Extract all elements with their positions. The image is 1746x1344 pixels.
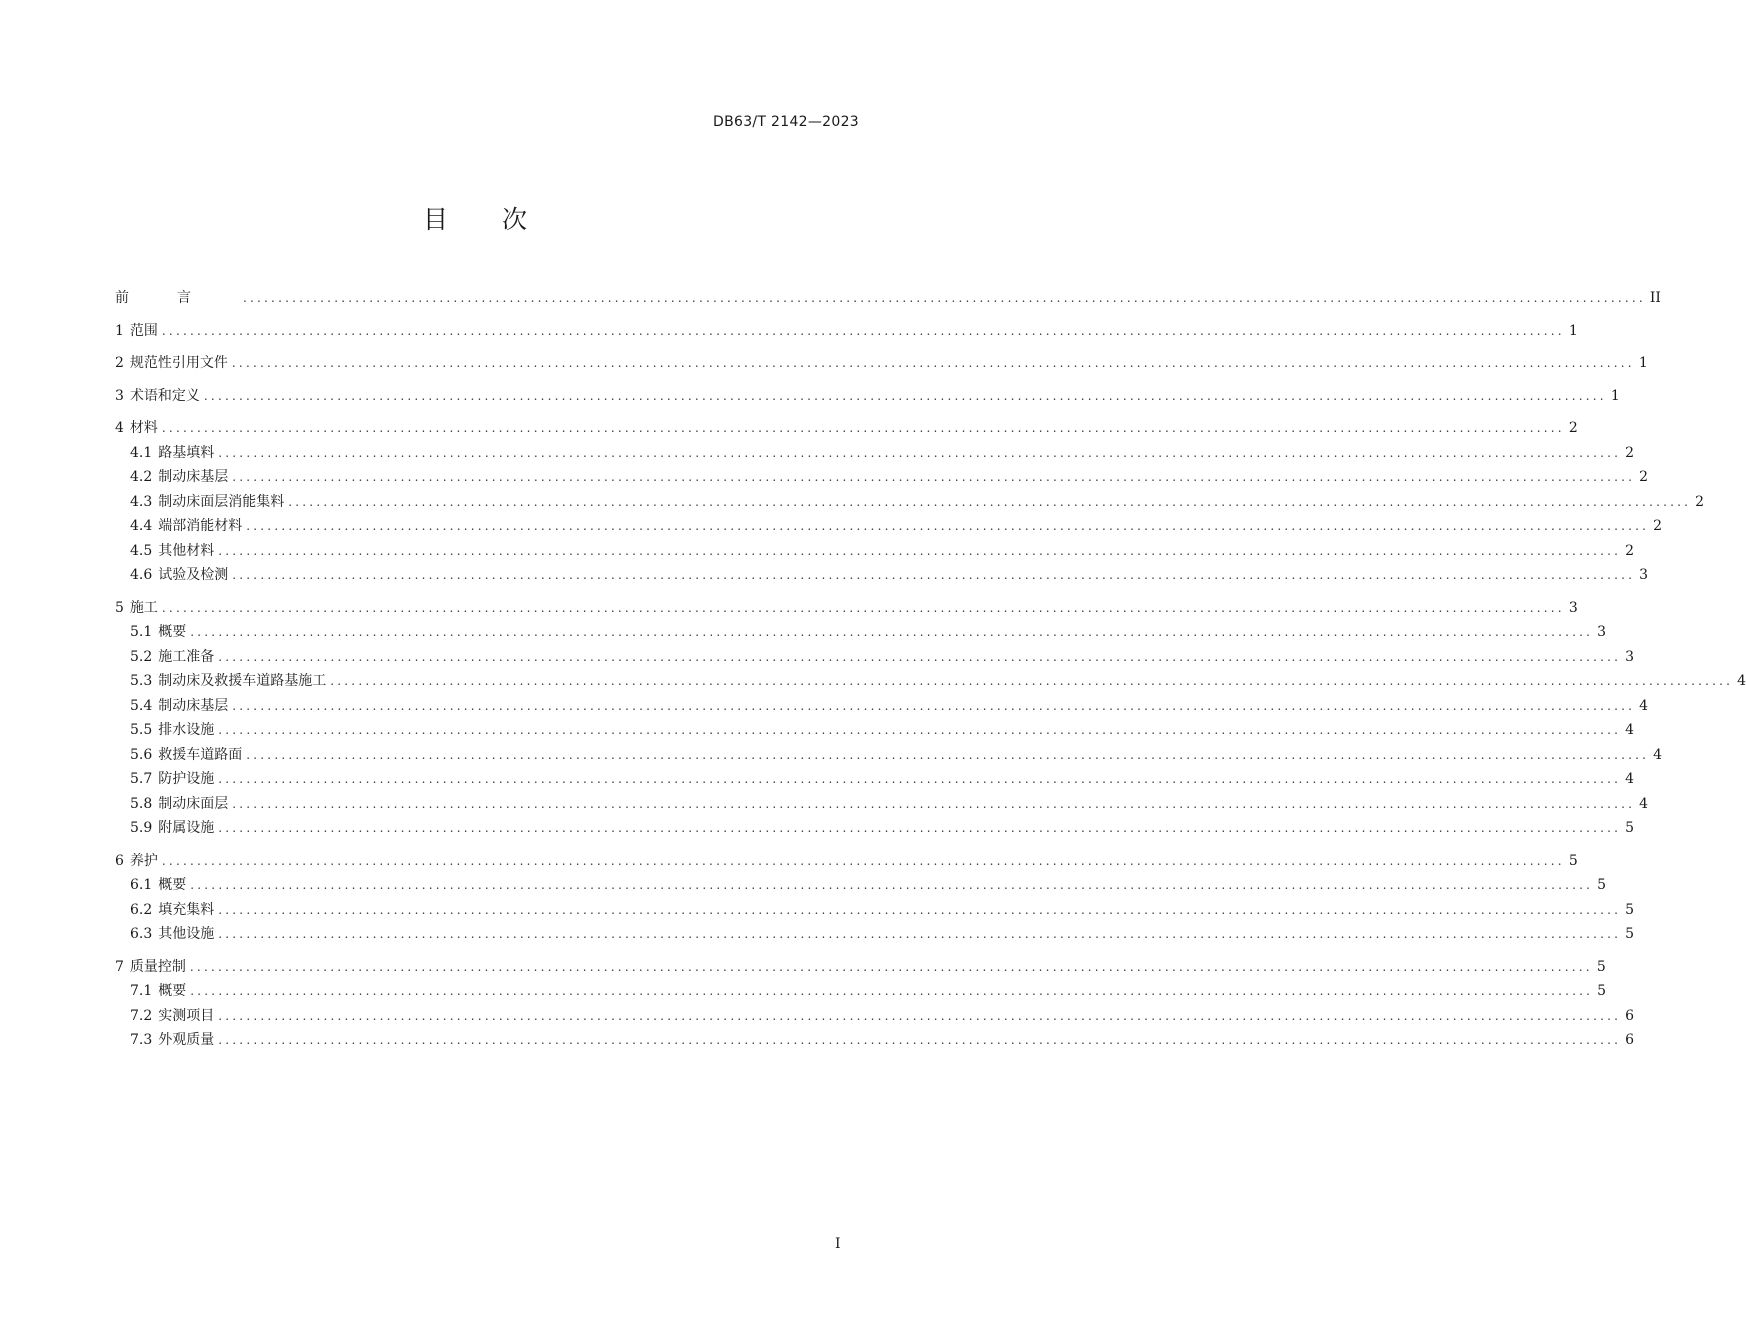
toc-leader-dots: ........................................................................................................................................................................................................ bbox=[243, 291, 1646, 305]
toc-entry[interactable] bbox=[115, 793, 1649, 818]
toc-entry-label bbox=[130, 899, 214, 919]
toc-leader-dots: ........................................................................................................................................................................................................ bbox=[232, 470, 1636, 484]
toc-leader-dots: ........................................................................................................................................................................................................ bbox=[203, 388, 1607, 403]
toc-entry-label bbox=[130, 621, 186, 641]
title-char-1: 目 bbox=[422, 205, 448, 234]
toc-leader-dots: ........................................................................................................................................................................................................ bbox=[231, 356, 1635, 370]
toc-entry-number: 2 bbox=[115, 355, 124, 371]
toc-entry-number: 7.3 bbox=[130, 1032, 153, 1048]
toc-leader-dots: ........................................................................................................................................................................................................ bbox=[232, 796, 1636, 811]
toc-entry-page: 4 bbox=[1639, 697, 1649, 714]
toc-entry-page: 5 bbox=[1625, 926, 1635, 942]
toc-entry-label bbox=[130, 491, 284, 511]
toc-entry[interactable] bbox=[115, 597, 1578, 622]
toc-entry-page: 4 bbox=[1625, 722, 1635, 738]
table-of-contents bbox=[115, 287, 1746, 1054]
toc-entry-number: 6 bbox=[115, 852, 124, 869]
toc-leader-dots: ........................................................................................................................................................................................................ bbox=[161, 323, 1565, 338]
toc-entry[interactable] bbox=[115, 466, 1649, 491]
toc-leader-dots: ........................................................................................................................................................................................................ bbox=[190, 984, 1594, 998]
toc-entry-title: 端部消能材料 bbox=[158, 518, 243, 534]
toc-entry[interactable] bbox=[115, 850, 1578, 875]
toc-entry-number: 5.4 bbox=[130, 697, 153, 714]
toc-entry-number: 6.2 bbox=[130, 901, 153, 918]
toc-entry-page: 1 bbox=[1610, 387, 1620, 404]
toc-entry-page: 4 bbox=[1625, 771, 1635, 787]
toc-leader-dots: ........................................................................................................................................................................................................ bbox=[161, 600, 1565, 615]
toc-entry-label bbox=[130, 1029, 214, 1049]
toc-entry-label bbox=[130, 980, 186, 1000]
toc-entry-title: 填充集料 bbox=[158, 901, 215, 918]
toc-entry-number: 3 bbox=[115, 387, 124, 404]
toc-entry[interactable] bbox=[115, 1005, 1635, 1030]
toc-entry[interactable] bbox=[115, 817, 1635, 842]
toc-entry-title: 前言 bbox=[115, 290, 239, 306]
toc-entry[interactable] bbox=[115, 646, 1635, 671]
toc-entry-page: 6 bbox=[1625, 1007, 1635, 1024]
toc-entry-number: 5.2 bbox=[130, 648, 153, 665]
title-char-2: 次 bbox=[502, 205, 528, 234]
toc-entry-label bbox=[115, 597, 158, 617]
toc-entry-page: 6 bbox=[1625, 1032, 1635, 1048]
toc-entry[interactable] bbox=[115, 719, 1635, 744]
toc-entry-number: 6.3 bbox=[130, 926, 153, 942]
toc-entry-page: 5 bbox=[1597, 983, 1607, 999]
toc-entry-number: 1 bbox=[115, 322, 124, 339]
toc-entry-number: 5.9 bbox=[130, 820, 153, 836]
toc-entry-page: 5 bbox=[1625, 901, 1635, 918]
toc-entry-page: 2 bbox=[1695, 493, 1705, 510]
toc-entry-title: 排水设施 bbox=[158, 722, 215, 738]
toc-entry[interactable] bbox=[115, 621, 1607, 646]
toc-entry[interactable] bbox=[115, 287, 1661, 312]
toc-leader-dots: ........................................................................................................................................................................................................ bbox=[218, 723, 1622, 737]
toc-entry-page: 3 bbox=[1568, 599, 1578, 616]
toc-entry-title: 质量控制 bbox=[129, 958, 186, 975]
toc-entry-title: 施工 bbox=[129, 599, 158, 616]
toc-entry-title: 路基填料 bbox=[158, 444, 215, 461]
toc-entry[interactable] bbox=[115, 695, 1649, 720]
toc-entry[interactable] bbox=[115, 744, 1663, 769]
toc-leader-dots: ........................................................................................................................................................................................................ bbox=[189, 959, 1593, 974]
page-folio: I bbox=[835, 1236, 841, 1252]
toc-entry-number: 5.1 bbox=[130, 624, 153, 640]
toc-entry-title: 其他材料 bbox=[158, 542, 215, 559]
toc-entry-page: 5 bbox=[1596, 958, 1606, 975]
toc-leader-dots: ........................................................................................................................................................................................................ bbox=[218, 649, 1622, 664]
toc-entry-label bbox=[130, 874, 186, 894]
toc-entry-title: 救援车道路面 bbox=[158, 746, 243, 763]
toc-entry-label bbox=[130, 695, 228, 715]
toc-leader-dots: ........................................................................................................................................................................................................ bbox=[190, 625, 1594, 639]
toc-entry-label bbox=[130, 817, 214, 837]
toc-entry-label bbox=[115, 385, 200, 405]
toc-entry-label bbox=[130, 793, 228, 813]
toc-leader-dots: ........................................................................................................................................................................................................ bbox=[232, 568, 1636, 582]
toc-leader-dots: ........................................................................................................................................................................................................ bbox=[218, 543, 1622, 558]
toc-entry-page: 2 bbox=[1625, 542, 1635, 559]
toc-entry-number: 4.6 bbox=[130, 567, 153, 583]
page-title bbox=[0, 200, 950, 236]
toc-leader-dots: ........................................................................................................................................................................................................ bbox=[288, 494, 1692, 509]
toc-entry-number: 5.8 bbox=[130, 795, 153, 812]
toc-entry-title: 养护 bbox=[129, 852, 158, 869]
toc-entry-label bbox=[130, 564, 228, 584]
toc-entry-label bbox=[130, 1005, 214, 1025]
toc-entry[interactable] bbox=[115, 515, 1663, 540]
toc-entry-title: 概要 bbox=[158, 877, 187, 893]
toc-entry-label bbox=[130, 515, 242, 535]
toc-entry-page: 3 bbox=[1597, 624, 1607, 640]
toc-entry[interactable] bbox=[115, 1029, 1635, 1054]
toc-entry-title: 制动床基层 bbox=[158, 469, 229, 485]
toc-entry-title: 试验及检测 bbox=[158, 567, 229, 583]
toc-entry-page: 1 bbox=[1568, 322, 1578, 339]
toc-entry-title: 防护设施 bbox=[158, 771, 215, 787]
toc-entry-label bbox=[115, 417, 158, 437]
toc-entry-number: 7 bbox=[115, 958, 124, 975]
toc-entry-title: 材料 bbox=[129, 420, 158, 436]
toc-entry-label bbox=[115, 956, 186, 976]
toc-leader-dots: ........................................................................................................................................................................................................ bbox=[161, 853, 1565, 868]
toc-leader-dots: ........................................................................................................................................................................................................ bbox=[218, 821, 1622, 835]
toc-entry-page: 2 bbox=[1639, 469, 1649, 485]
toc-entry[interactable] bbox=[115, 385, 1620, 410]
toc-leader-dots: ........................................................................................................................................................................................................ bbox=[218, 772, 1622, 786]
toc-entry-number: 4.2 bbox=[130, 469, 153, 485]
toc-entry-title: 制动床面层消能集料 bbox=[158, 493, 285, 510]
toc-entry-title: 概要 bbox=[158, 624, 187, 640]
toc-entry[interactable] bbox=[115, 923, 1635, 948]
toc-entry-number: 7.1 bbox=[130, 983, 153, 999]
toc-entry-number: 5.7 bbox=[130, 771, 153, 787]
document-code: DB63/T 2142—2023 bbox=[713, 114, 859, 130]
toc-entry-label bbox=[115, 287, 239, 307]
toc-entry-label bbox=[130, 768, 214, 788]
toc-entry-label bbox=[130, 719, 214, 739]
toc-entry-page: 1 bbox=[1638, 355, 1648, 371]
toc-entry-page: 5 bbox=[1597, 877, 1607, 893]
toc-entry-title: 其他设施 bbox=[158, 926, 215, 942]
toc-entry-page: 2 bbox=[1653, 518, 1663, 534]
toc-entry-number: 6.1 bbox=[130, 877, 153, 893]
toc-entry-number: 4.4 bbox=[130, 518, 153, 534]
toc-entry-title: 实测项目 bbox=[158, 1007, 215, 1024]
toc-entry-title: 制动床及救援车道路基施工 bbox=[158, 673, 327, 689]
toc-entry-number: 5.3 bbox=[130, 673, 153, 689]
toc-leader-dots: ........................................................................................................................................................................................................ bbox=[218, 902, 1622, 917]
toc-entry[interactable] bbox=[115, 899, 1635, 924]
toc-entry-title: 规范性引用文件 bbox=[129, 355, 228, 371]
toc-entry-number: 4.3 bbox=[130, 493, 153, 510]
toc-leader-dots: ........................................................................................................................................................................................................ bbox=[218, 927, 1622, 941]
toc-leader-dots: ........................................................................................................................................................................................................ bbox=[330, 674, 1734, 688]
toc-entry[interactable] bbox=[115, 540, 1635, 565]
toc-entry-label bbox=[115, 320, 158, 340]
toc-entry-page: 2 bbox=[1625, 444, 1635, 461]
toc-leader-dots: ........................................................................................................................................................................................................ bbox=[246, 747, 1650, 762]
toc-leader-dots: ........................................................................................................................................................................................................ bbox=[232, 698, 1636, 713]
toc-entry-number: 4.1 bbox=[130, 444, 153, 461]
toc-entry-page: II bbox=[1649, 290, 1661, 306]
toc-entry-title: 外观质量 bbox=[158, 1032, 215, 1048]
toc-entry-title: 附属设施 bbox=[158, 820, 215, 836]
toc-entry-label bbox=[130, 744, 242, 764]
toc-entry-title: 概要 bbox=[158, 983, 187, 999]
toc-leader-dots: ........................................................................................................................................................................................................ bbox=[190, 878, 1594, 892]
toc-entry[interactable] bbox=[115, 320, 1578, 345]
toc-entry-label bbox=[130, 466, 228, 486]
toc-entry-number: 4.5 bbox=[130, 542, 153, 559]
toc-entry[interactable] bbox=[115, 768, 1635, 793]
toc-entry[interactable] bbox=[115, 417, 1578, 442]
toc-entry-number: 5 bbox=[115, 599, 124, 616]
toc-entry-number: 4 bbox=[115, 420, 124, 436]
toc-entry-title: 范围 bbox=[129, 322, 158, 339]
toc-entry-title: 术语和定义 bbox=[129, 387, 200, 404]
toc-entry[interactable] bbox=[115, 564, 1649, 589]
toc-entry[interactable] bbox=[115, 491, 1705, 516]
toc-leader-dots: ........................................................................................................................................................................................................ bbox=[246, 519, 1650, 533]
toc-entry-title: 制动床基层 bbox=[158, 697, 229, 714]
toc-entry-page: 5 bbox=[1568, 852, 1578, 869]
toc-entry-label bbox=[130, 540, 214, 560]
toc-entry[interactable] bbox=[115, 670, 1746, 695]
toc-entry-title: 制动床面层 bbox=[158, 795, 229, 812]
toc-leader-dots: ........................................................................................................................................................................................................ bbox=[218, 1008, 1622, 1023]
toc-entry-label bbox=[130, 923, 214, 943]
toc-leader-dots: ........................................................................................................................................................................................................ bbox=[218, 445, 1622, 460]
toc-entry-title: 施工准备 bbox=[158, 648, 215, 665]
toc-entry-label bbox=[115, 850, 158, 870]
toc-entry-page: 4 bbox=[1639, 795, 1649, 812]
toc-entry-label bbox=[130, 442, 214, 462]
toc-leader-dots: ........................................................................................................................................................................................................ bbox=[161, 421, 1565, 435]
toc-entry[interactable] bbox=[115, 956, 1606, 981]
toc-entry-label bbox=[130, 646, 214, 666]
toc-entry-page: 2 bbox=[1568, 420, 1578, 436]
toc-entry-page: 5 bbox=[1625, 820, 1635, 836]
toc-entry-page: 3 bbox=[1639, 567, 1649, 583]
toc-entry[interactable] bbox=[115, 980, 1607, 1005]
toc-entry-page: 4 bbox=[1653, 746, 1663, 763]
toc-entry-page: 4 bbox=[1737, 673, 1746, 689]
toc-entry[interactable] bbox=[115, 874, 1607, 899]
toc-entry[interactable] bbox=[115, 352, 1648, 377]
toc-entry-number: 5.6 bbox=[130, 746, 153, 763]
toc-entry-label bbox=[115, 352, 228, 372]
toc-entry-page: 3 bbox=[1625, 648, 1635, 665]
toc-leader-dots: ........................................................................................................................................................................................................ bbox=[218, 1033, 1622, 1047]
toc-entry[interactable] bbox=[115, 442, 1635, 467]
toc-entry-number: 7.2 bbox=[130, 1007, 153, 1024]
toc-entry-number: 5.5 bbox=[130, 722, 153, 738]
toc-entry-label bbox=[130, 670, 326, 690]
